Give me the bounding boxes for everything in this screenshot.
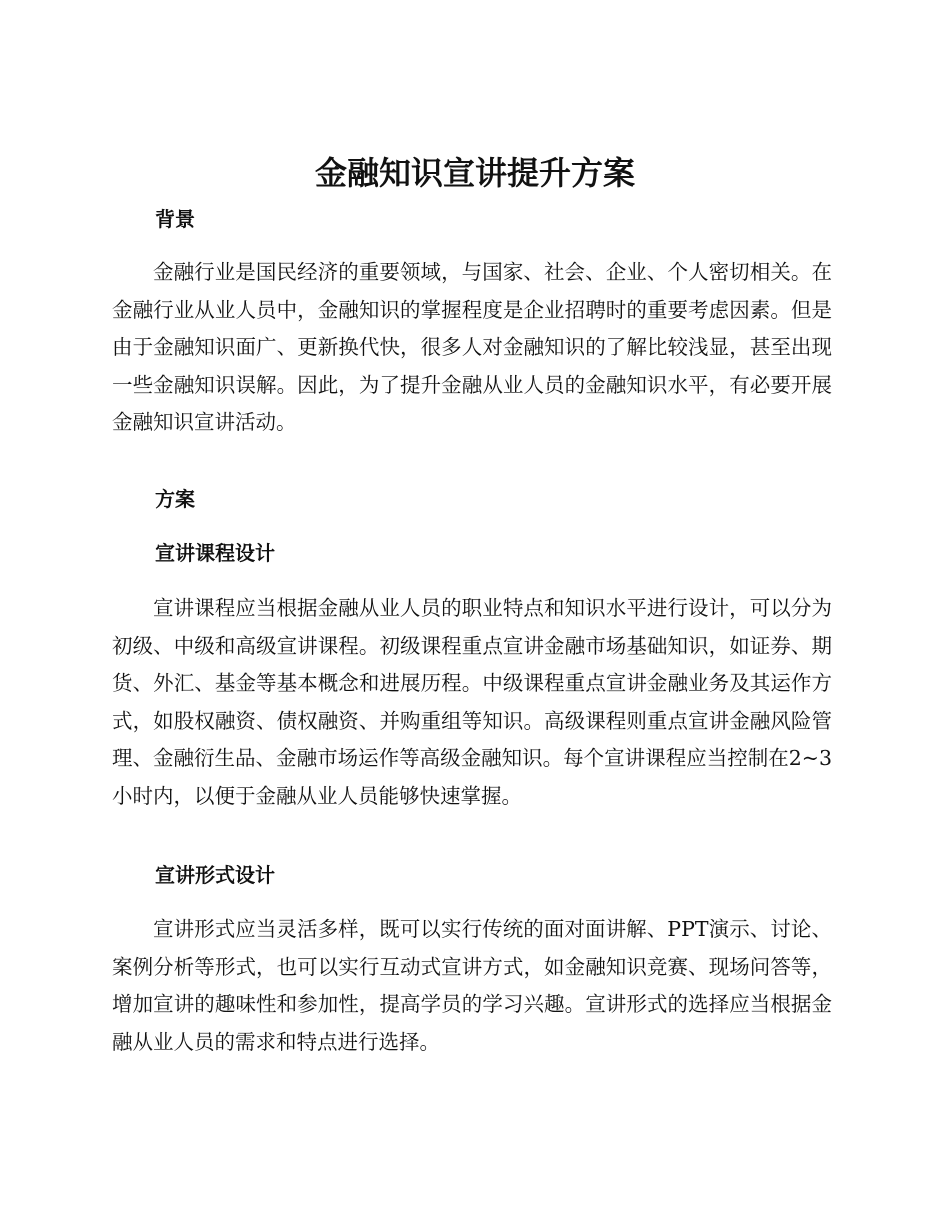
section-heading-course-design: 宣讲课程设计 [155,541,275,565]
section-heading-format-design: 宣讲形式设计 [155,863,275,887]
section-paragraph-background: 金融行业是国民经济的重要领域，与国家、社会、企业、个人密切相关。在金融行业从业人员中，金融知识的掌握程度是企业招聘时的重要考虑因素。但是由于金融知识面广、更新换代快，很多人对金融知识的了解比较浅显，甚至出现一些金融知识误解。因此，为了提升金融从业人员的金融知识水平，有必要开展金融知识宣讲活动。 [112,260,832,435]
document-title: 金融知识宣讲提升方案 [314,154,635,192]
section-heading-plan: 方案 [155,487,195,511]
section-paragraph-course-design: 宣讲课程应当根据金融从业人员的职业特点和知识水平进行设计，可以分为初级、中级和高级宣讲课程。初级课程重点宣讲金融市场基础知识，如证券、期货、外汇、基金等基本概念和进展历程。中级课程重点宣讲金融业务及其运作方式，如股权融资、债权融资、并购重组等知识。高级课程则重点宣讲金融风险管理、金融衍生品、金融市场运作等高级金融知识。每个宣讲课程应当控制在2~3小时内，以便于金融从业人员能够快速掌握。 [112,596,832,808]
section-heading-background: 背景 [155,207,195,231]
section-paragraph-format-design: 宣讲形式应当灵活多样，既可以实行传统的面对面讲解、PPT演示、讨论、案例分析等形式，也可以实行互动式宣讲方式，如金融知识竞赛、现场问答等，增加宣讲的趣味性和参加性，提高学员的学习兴趣。宣讲形式的选择应当根据金融从业人员的需求和特点进行选择。 [112,917,832,1054]
